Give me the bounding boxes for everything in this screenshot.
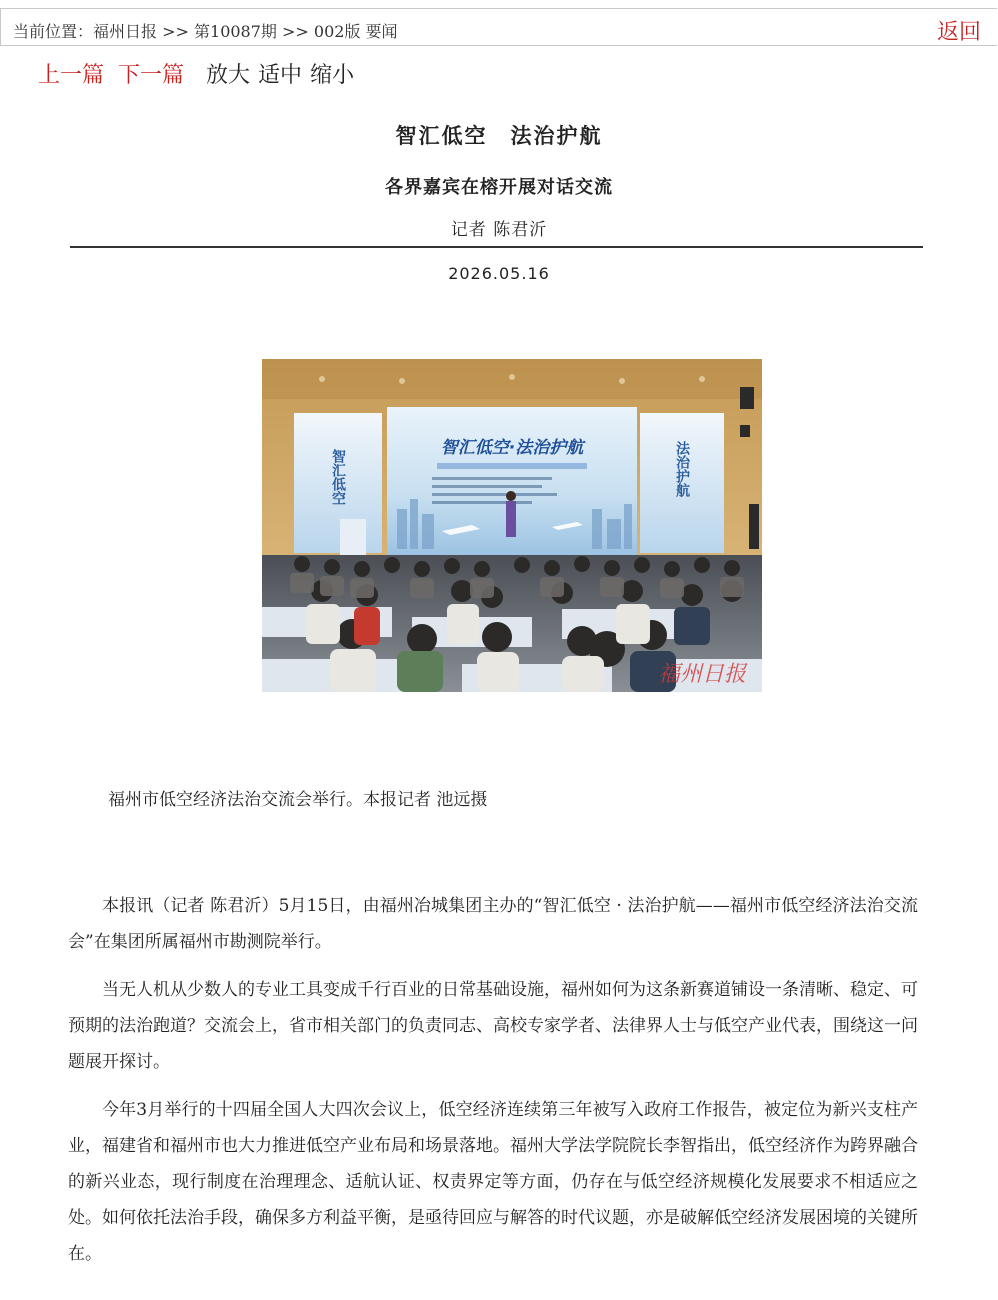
zoom-out-link[interactable]: 缩小 bbox=[310, 63, 355, 88]
article-photo bbox=[262, 359, 762, 692]
prev-article-link[interactable]: 上一篇 bbox=[38, 63, 105, 88]
divider bbox=[70, 246, 923, 248]
breadcrumb-separator: >> bbox=[157, 22, 195, 41]
breadcrumb-paper-link[interactable]: 福州日报 bbox=[93, 22, 158, 41]
article-paragraph: 当无人机从少数人的专业工具变成千行百业的日常基础设施，福州如何为这条新赛道铺设一条清晰、稳定、可预期的法治跑道？交流会上，省市相关部门的负责同志、高校专家学者、法律界人士与低空产业代表，围绕这一问题展开探讨。 bbox=[68, 980, 918, 1072]
article-title: 智汇低空 法治护航 bbox=[395, 124, 603, 148]
article-body bbox=[68, 888, 918, 1284]
breadcrumb-page-link[interactable]: 002版 要闻 bbox=[313, 22, 398, 41]
article-author: 记者 陈君沂 bbox=[450, 220, 548, 240]
photo-right-panel-text: 法治护航 bbox=[674, 441, 690, 497]
article-nav bbox=[38, 58, 362, 89]
photo-caption: 福州市低空经济法治交流会举行。本报记者 池远摄 bbox=[108, 790, 488, 810]
photo-left-panel-text: 智汇低空 bbox=[330, 449, 346, 505]
article-paragraph: 今年3月举行的十四届全国人大四次会议上，低空经济连续第三年被写入政府工作报告，被定位为新兴支柱产业，福建省和福州市也大力推进低空产业布局和场景落地。福州大学法学院院长李智指出，低空经济作为跨界融合的新兴业态，现行制度在治理理念、适航认证、权责界定等方面，仍存在与低空经济规模化发展要求不相适应之处。如何依托法治手段，确保多方利益平衡，是亟待回应与解答的时代议题，亦是破解低空经济发展困境的关键所在。 bbox=[68, 1100, 918, 1264]
breadcrumb bbox=[13, 19, 398, 42]
photo-banner-title: 智汇低空·法治护航 bbox=[440, 438, 584, 458]
back-link[interactable]: 返回 bbox=[936, 20, 981, 45]
article-date: 2026.05.16 bbox=[448, 264, 550, 283]
location-bar bbox=[0, 8, 997, 46]
article-subtitle: 各界嘉宾在榕开展对话交流 bbox=[385, 177, 613, 198]
zoom-medium-link[interactable]: 适中 bbox=[258, 63, 303, 88]
photo-watermark: 福州日报 bbox=[657, 662, 747, 687]
next-article-link[interactable]: 下一篇 bbox=[118, 63, 185, 88]
article-paragraph: 本报讯（记者 陈君沂）5月15日，由福州冶城集团主办的“智汇低空 · 法治护航——福州市低空经济法治交流会”在集团所属福州市勘测院举行。 bbox=[68, 896, 918, 952]
breadcrumb-separator: >> bbox=[276, 22, 314, 41]
breadcrumb-prefix: 当前位置： bbox=[13, 22, 94, 41]
zoom-in-link[interactable]: 放大 bbox=[206, 63, 251, 88]
breadcrumb-issue-link[interactable]: 第10087期 bbox=[194, 22, 277, 41]
